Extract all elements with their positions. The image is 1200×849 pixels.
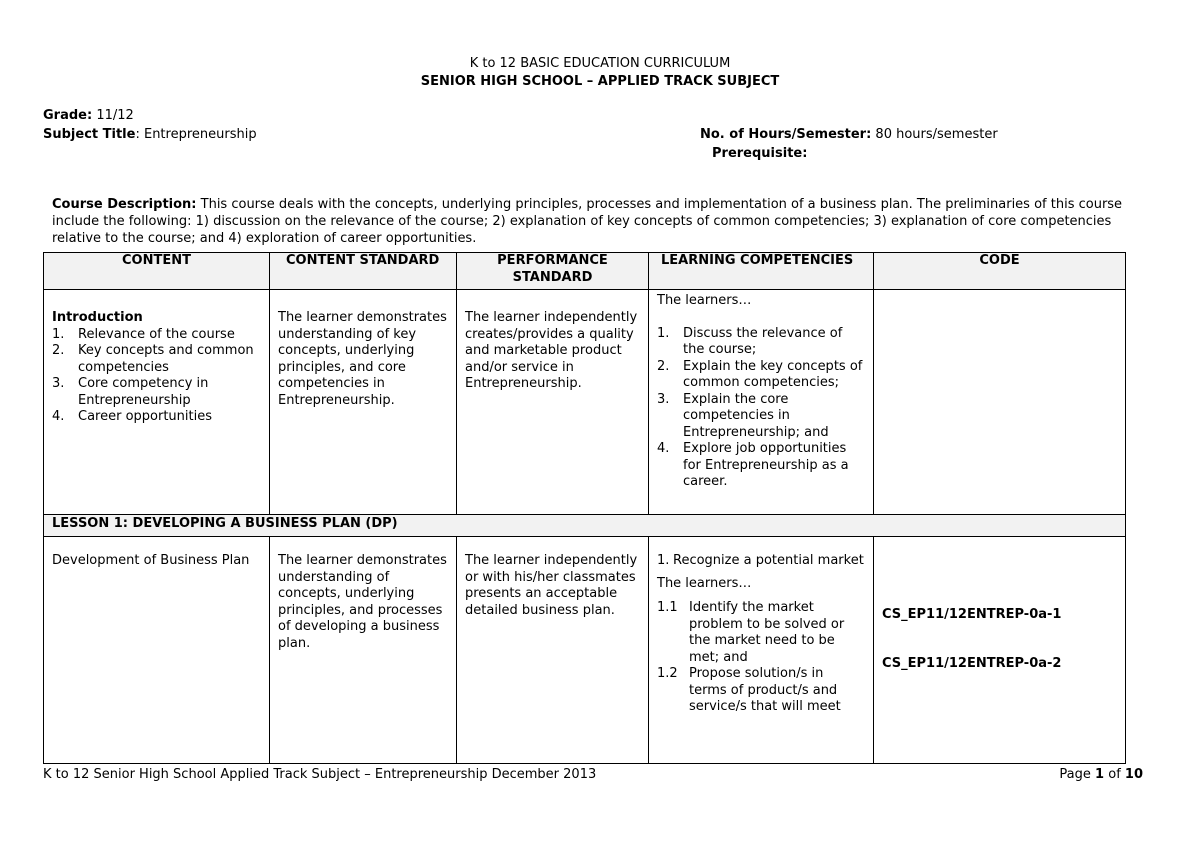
- grade-line: [43, 107, 134, 124]
- header-learning-competencies: LEARNING COMPETENCIES: [649, 253, 874, 290]
- lesson1-competencies-lead: The learners…: [657, 575, 752, 591]
- intro-competency: 3. Explain the core competencies in Entrepreneurship; and: [657, 391, 829, 440]
- curriculum-table: [43, 252, 1126, 764]
- doc-subtitle: SENIOR HIGH SCHOOL – APPLIED TRACK SUBJECT: [420, 74, 780, 89]
- intro-item: 1. Relevance of the course: [52, 326, 235, 342]
- intro-content-cell: [44, 290, 270, 515]
- intro-competencies-cell: [649, 290, 874, 515]
- lesson1-code-cell: [874, 537, 1126, 764]
- page-number: Page 1 of 10: [1059, 767, 1143, 782]
- intro-competency: 4. Explore job opportunities for Entrepreneurship as a career.: [657, 441, 849, 489]
- lesson1-content-standard: The learner demonstrates understanding of concepts, underlying principles, and processes of developing a business plan.: [270, 537, 457, 764]
- subject-line: [43, 126, 257, 143]
- intro-competency: 2. Explain the key concepts of common competencies;: [657, 358, 863, 390]
- lesson1-competency: 1. Recognize a potential market: [657, 553, 864, 568]
- lesson1-heading: LESSON 1: DEVELOPING A BUSINESS PLAN (DP): [44, 515, 1126, 537]
- subject-label: Subject Title: [43, 127, 136, 142]
- grade-value: 11/12: [96, 108, 134, 123]
- table-row-lesson1: [44, 537, 1126, 764]
- intro-code-cell: [874, 290, 1126, 515]
- header-content-standard: CONTENT STANDARD: [270, 253, 457, 290]
- lesson1-code: CS_EP11/12ENTREP-0a-2: [882, 655, 1062, 671]
- intro-item: 4. Career opportunities: [52, 409, 212, 424]
- course-description: [52, 196, 1150, 247]
- lesson1-code: CS_EP11/12ENTREP-0a-1: [882, 607, 1062, 622]
- lesson1-sub-competency: 1.2 Propose solution/s in terms of product/s and service/s that will meet: [657, 666, 841, 714]
- intro-performance-standard: The learner independently creates/provides a quality and marketable product and/or service in Entrepreneurship.: [457, 290, 649, 515]
- hours-value: 80 hours/semester: [875, 127, 998, 142]
- hours-label: No. of Hours/Semester:: [700, 127, 872, 142]
- doc-title: K to 12 BASIC EDUCATION CURRICULUM: [469, 56, 731, 71]
- header-code: CODE: [874, 253, 1126, 290]
- intro-competency: 1. Discuss the relevance of the course;: [657, 325, 843, 357]
- prerequisite-label: Prerequisite:: [712, 146, 808, 161]
- table-header-row: [44, 253, 1126, 290]
- prerequisite-line: [712, 145, 807, 162]
- intro-item: 2. Key concepts and common competencies: [52, 343, 254, 375]
- lesson-heading-row: [44, 515, 1126, 537]
- footer-text: K to 12 Senior High School Applied Track Subject – Entrepreneurship December 2013: [43, 767, 597, 782]
- intro-item: 3. Core competency in Entrepreneurship: [52, 376, 209, 408]
- intro-competencies-lead: The learners…: [657, 293, 752, 308]
- course-description-text: This course deals with the concepts, underlying principles, processes and implementation of a business plan. The preliminaries of this course include the following: 1) discussion on the relevance of the course; 2) explanation of key concepts of common competencies; 3) explanation of core competencies relative to the course; and 4) exploration of career opportunities.: [52, 197, 1123, 246]
- intro-content-standard: The learner demonstrates understanding of key concepts, underlying principles, and core competencies in Entrepreneurship.: [270, 290, 457, 515]
- lesson1-performance-standard: The learner independently or with his/her classmates presents an acceptable detailed business plan.: [457, 537, 649, 764]
- subject-value: : Entrepreneurship: [135, 127, 257, 142]
- hours-line: [700, 126, 998, 143]
- lesson1-sub-competency: 1.1 Identify the market problem to be solved or the market need to be met; and: [657, 600, 845, 665]
- header-content: CONTENT: [44, 253, 270, 290]
- course-description-label: Course Description:: [52, 197, 197, 212]
- lesson1-content: Development of Business Plan: [44, 537, 270, 764]
- table-row-introduction: [44, 290, 1126, 515]
- lesson1-competencies-cell: [649, 537, 874, 764]
- grade-label: Grade:: [43, 108, 93, 123]
- intro-title: Introduction: [52, 310, 143, 325]
- header-performance-standard: PERFORMANCE STANDARD: [457, 253, 649, 290]
